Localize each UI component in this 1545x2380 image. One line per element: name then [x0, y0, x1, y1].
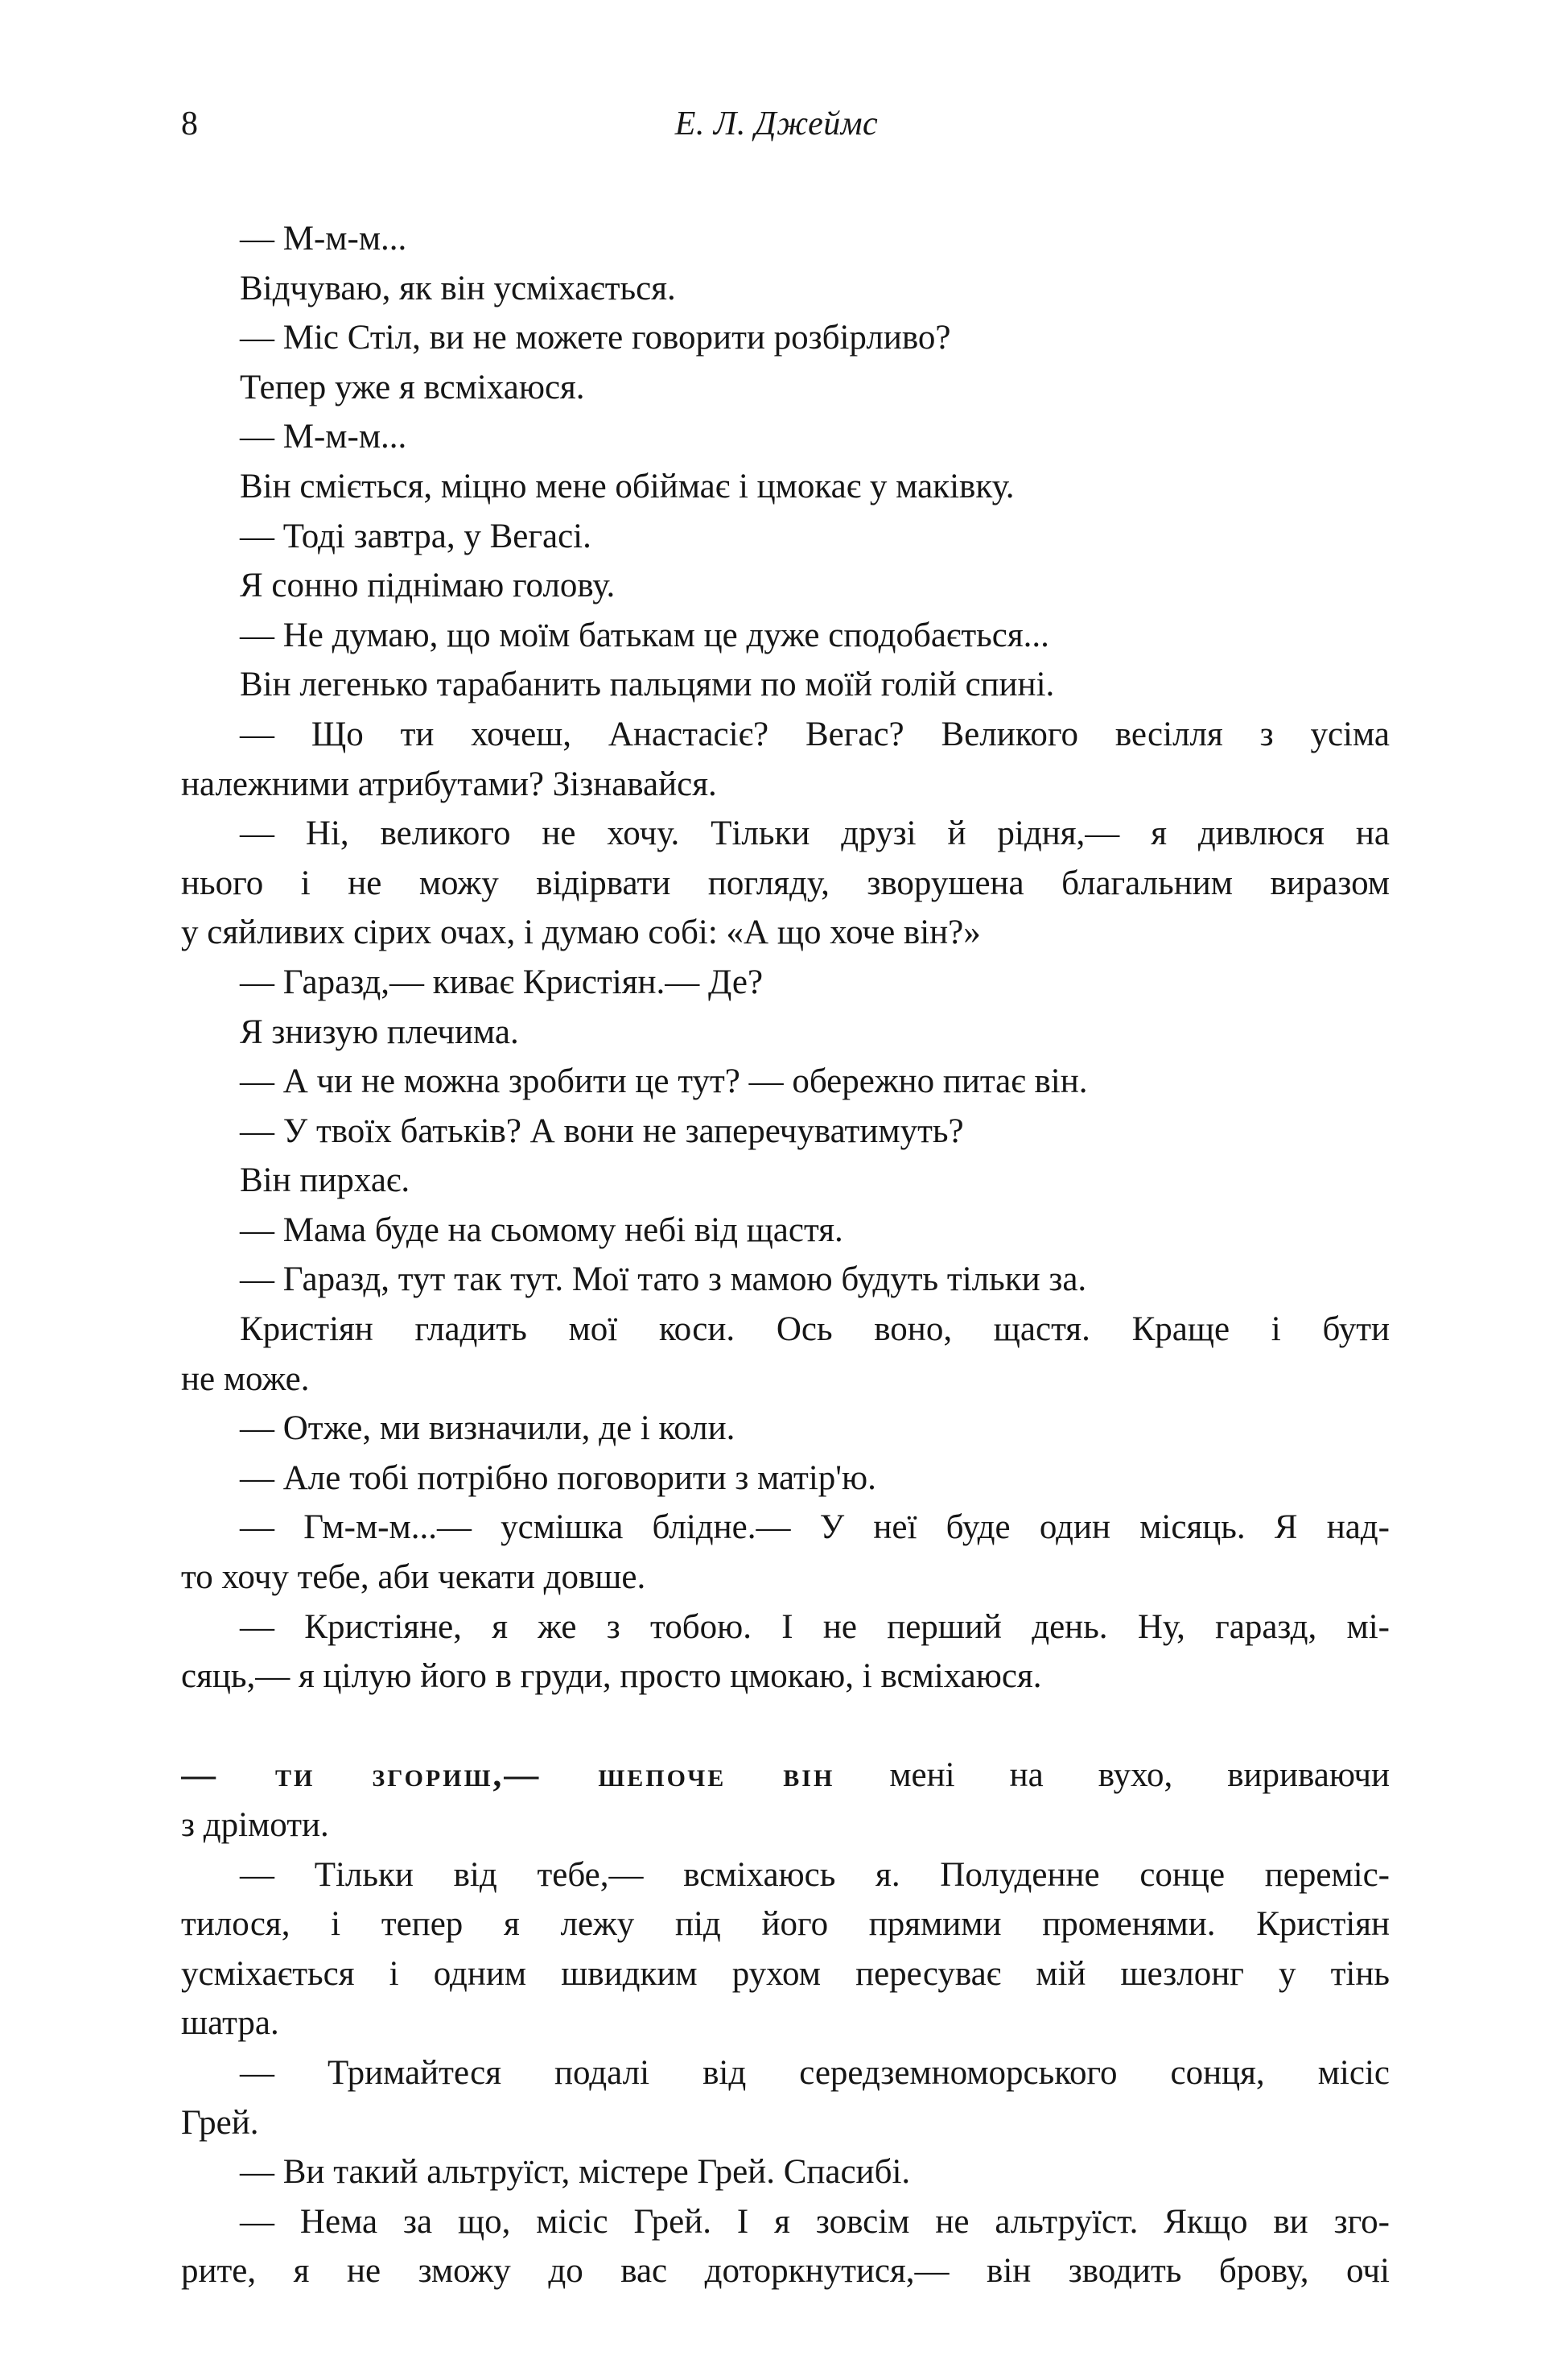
text-line: — Але тобі потрібно поговорити з матір'ю. [240, 1458, 876, 1497]
text-line: — У твоїх батьків? А вони не заперечуватимуть? [240, 1112, 964, 1150]
text-line: Кристіян гладить мої коси. Ось воно, щастя. Краще і бути [240, 1310, 1390, 1349]
running-head [181, 103, 1390, 145]
text-line: — Гм-м-м...— усмішка блідне.— У неї буде один місяць. Я над- [240, 1508, 1390, 1547]
section-first-line-rest: мені на вухо, вириваючи [889, 1756, 1390, 1795]
text-line: Тепер уже я всміхаюся. [240, 368, 585, 406]
text-line: — Кристіяне, я же з тобою. І не перший день. Ну, гаразд, мі- [240, 1607, 1390, 1646]
running-title: Е. Л. Джеймс [674, 105, 879, 142]
text-line: усміхається і одним швидким рухом пересуває мій шезлонг у тінь [181, 1954, 1390, 1993]
text-line: — М-м-м... [240, 220, 407, 258]
text-line: не може. [181, 1359, 310, 1398]
text-line: — Гаразд, тут так тут. Мої тато з мамою будуть тільки за. [240, 1260, 1087, 1299]
text-line: Грей. [181, 2103, 259, 2142]
text-line: — Що ти хочеш, Анастасіє? Вегас? Великого весілля з усіма [240, 715, 1390, 753]
text-line: сяць,— я цілую його в груди, просто цмокаю, і всміхаюся. [181, 1657, 1042, 1696]
text-line: належними атрибутами? Зізнавайся. [181, 765, 717, 803]
text-line: — Ви такий альтруїст, містере Грей. Спасибі. [240, 2153, 911, 2192]
section-first-line [181, 1751, 1390, 1800]
section-lead-in: — ти згориш,— шепоче він [181, 1756, 835, 1795]
text-line: — А чи не можна зробити це тут? — обережно питає він. [240, 1062, 1088, 1101]
text-line: Він легенько тарабанить пальцями по моїй голій спині. [240, 666, 1055, 704]
text-line: Він пирхає. [240, 1161, 410, 1200]
text-line: Я знизую плечима. [240, 1013, 519, 1051]
text-line: нього і не можу відірвати погляду, зворушена благальним виразом [181, 864, 1390, 902]
text-line: — Тільки від тебе,— всміхаюсь я. Полуденне сонце переміс- [240, 1855, 1390, 1894]
text-line: у сяйливих сірих очах, і думаю собі: «А що хоче він?» [181, 914, 981, 952]
text-line: Я сонно піднімаю голову. [240, 567, 616, 605]
text-line: тилося, і тепер я лежу під його прямими променями. Кристіян [181, 1905, 1390, 1944]
text-line: — Гаразд,— киває Кристіян.— Де? [240, 963, 764, 1001]
text-line: шатра. [181, 2004, 279, 2043]
text-line: — Міс Стіл, ви не можете говорити розбірливо? [240, 319, 951, 357]
text-line: — Тоді завтра, у Вегасі. [240, 517, 591, 555]
text-line: — Нема за що, місіс Грей. І я зовсім не альтруїст. Якщо ви зго- [240, 2202, 1390, 2241]
text-line: — Тримайтеся подалі від середземноморського сонця, місіс [240, 2053, 1390, 2092]
text-line: — Ні, великого не хочу. Тільки друзі й рідня,— я дивлюся на [240, 815, 1390, 853]
page-number: 8 [181, 105, 198, 142]
page-body [181, 214, 1390, 2296]
text-line: з дрімоти. [181, 1806, 329, 1844]
text-line: то хочу тебе, аби чекати довше. [181, 1558, 646, 1597]
section-break-space [181, 1701, 1390, 1751]
text-line: Відчуваю, як він усміхається. [240, 269, 676, 307]
text-line: — М-м-м... [240, 418, 407, 456]
text-line: — Не думаю, що моїм батькам це дуже сподобається... [240, 616, 1049, 654]
text-line: Він сміється, міцно мене обіймає і цмокає у маківку. [240, 467, 1015, 505]
text-line: — Отже, ми визначили, де і коли. [240, 1409, 735, 1448]
text-line: — Мама буде на сьомому небі від щастя. [240, 1211, 843, 1249]
text-line: рите, я не зможу до вас доторкнутися,— він зводить брову, очі [181, 2252, 1390, 2291]
